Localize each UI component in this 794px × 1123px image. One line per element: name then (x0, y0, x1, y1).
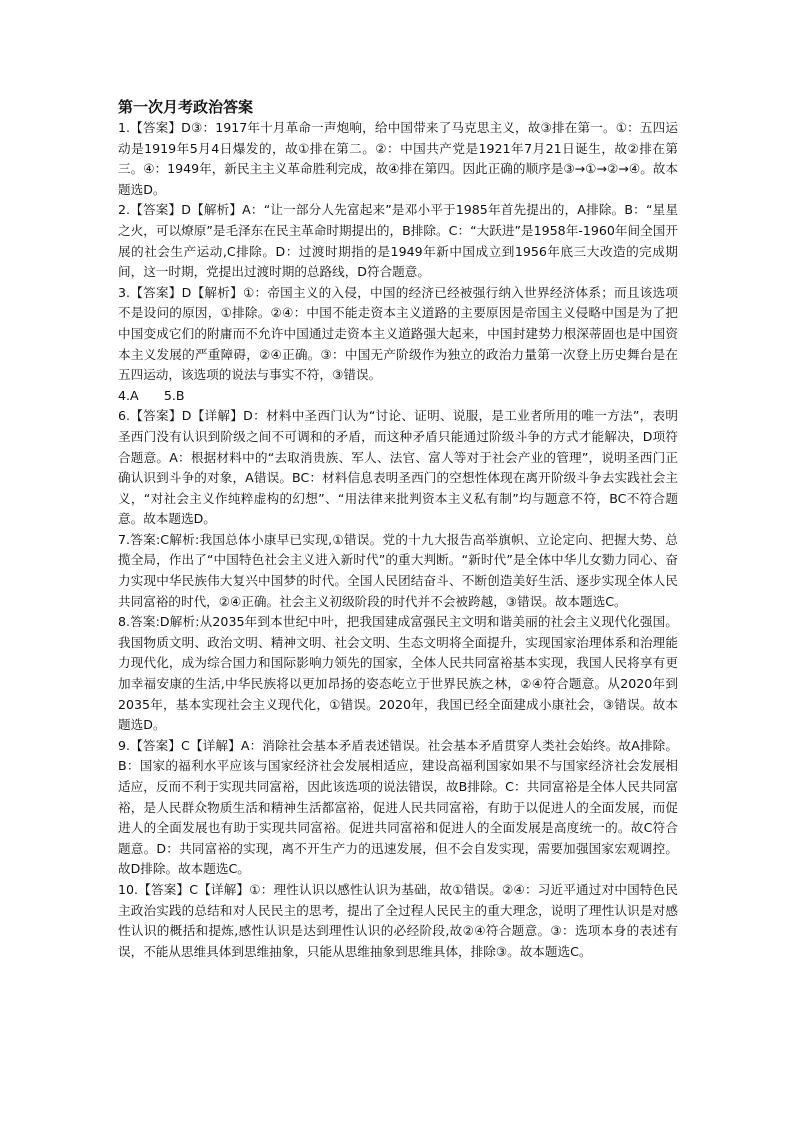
answer-8: 8.答案:D解析:从2035年到本世纪中叶，把我国建成富强民主文明和谐美丽的社会主义现代化强国。我国物质文明、政治文明、精神文明、社会文明、生态文明将全面提升，实现国家治理体系和治理能力现代化，成为综合国力和国际影响力领先的国家，全体人民共同富裕基本实现，我国人民将享有更加幸福安康的生活,中华民族将以更加昂扬的姿态屹立于世界民族之林，②④符合题意。从2020年到2035年，基本实现社会主义现代化，①错误。2020年，我国已经全面建成小康社会，③错误。故本题选D。 (118, 614, 678, 733)
answer-document (118, 96, 678, 962)
page-title: 第一次月考政治答案 (118, 98, 254, 116)
answer-7: 7.答案:C解析:我国总体小康早已实现,①错误。党的十九大报告高举旗帜、立论定向、把握大势、总揽全局，作出了“中国特色社会主义进入新时代”的重大判断。“新时代”是全体中华儿女勠力同心、奋力实现中华民族伟大复兴中国梦的时代。全国人民团结奋斗、不断创造美好生活、逐步实现全体人民共同富裕的时代，②④正确。社会主义初级阶段的时代并不会被跨越，③错误。故本题选C。 (118, 531, 678, 609)
answer-4-5: 4.A 5.B (118, 387, 185, 403)
answer-9: 9.【答案】C【详解】A：消除社会基本矛盾表述错误。社会基本矛盾贯穿人类社会始终。故A排除。B：国家的福利水平应该与国家经济社会发展相适应，建设高福利国家如果不与国家经济社会发展相适应，反而不利于实现共同富裕，因此该选项的说法错误，故B排除。C：共同富裕是全体人民共同富裕，是人民群众物质生活和精神生活都富裕，促进人民共同富裕，有助于以促进人的全面发展，而促进人的全面发展也有助于实现共同富裕。促进共同富裕和促进人的全面发展是高度统一的。故C符合题意。D：共同富裕的实现，离不开生产力的迅速发展，但不会自发实现，需要加强国家宏观调控。故D排除。故本题选C。 (118, 737, 678, 877)
answer-6: 6.【答案】D【详解】D：材料中圣西门认为“讨论、证明、说服，是工业者所用的唯一方法”，表明圣西门没有认识到阶级之间不可调和的矛盾，而这种矛盾只能通过阶级斗争的方式才能解决，D项符合题意。A：根据材料中的“去取消贵族、军人、法官、富人等对于社会产业的管理”，说明圣西门正确认识到斗争的对象，A错误。BC：材料信息表明圣西门的空想性体现在离开阶级斗争去实践社会主义，“对社会主义作纯粹虚构的幻想”、“用法律来批判资本主义私有制”均与题意不符，BC不符合题意。故本题选D。 (118, 408, 678, 527)
answer-3: 3.【答案】D【解析】①：帝国主义的入侵，中国的经济已经被强行纳入世界经济体系；而且该选项不是设问的原因，①排除。②④：中国不能走资本主义道路的主要原因是帝国主义侵略中国是为了把中国变成它们的附庸而不允许中国通过走资本主义道路强大起来，中国封建势力根深蒂固也是中国资本主义发展的严重障碍，②④正确。③：中国无产阶级作为独立的政治力量第一次登上历史舞台是在五四运动，该选项的说法与事实不符，③错误。 (118, 284, 678, 383)
answer-10: 10.【答案】C【详解】①：理性认识以感性认识为基础，故①错误。②④：习近平通过对中国特色民主政治实践的总结和对人民民主的思考，提出了全过程人民民主的重大理念，说明了理性认识是对感性认识的概括和提炼,感性认识是达到理性认识的必经阶段,故②④符合题意。③：选项本身的表述有误，不能从思维具体到思维抽象，只能从思维抽象到思维具体，排除③。故本题选C。 (118, 881, 678, 959)
answer-1: 1.【答案】D③：1917年十月革命一声炮响，给中国带来了马克思主义，故③排在第一。①：五四运动是1919年5月4日爆发的，故①排在第二。②：中国共产党是1921年7月21日诞生，故②排在第三。④：1949年，新民主主义革命胜利完成，故④排在第四。因此正确的顺序是③→①→②→④。故本题选D。 (118, 120, 678, 197)
answer-2: 2.【答案】D【解析】A：“让一部分人先富起来”是邓小平于1985年首先提出的，A排除。B：“星星之火，可以燎原”是毛泽东在民主革命时期提出的，B排除。C：“大跃进”是1958年-1960年间全国开展的社会生产运动,C排除。D：过渡时期指的是1949年新中国成立到1956年底三大改造的完成期间，这一时期，党提出过渡时期的总路线，D符合题意。 (118, 202, 678, 280)
